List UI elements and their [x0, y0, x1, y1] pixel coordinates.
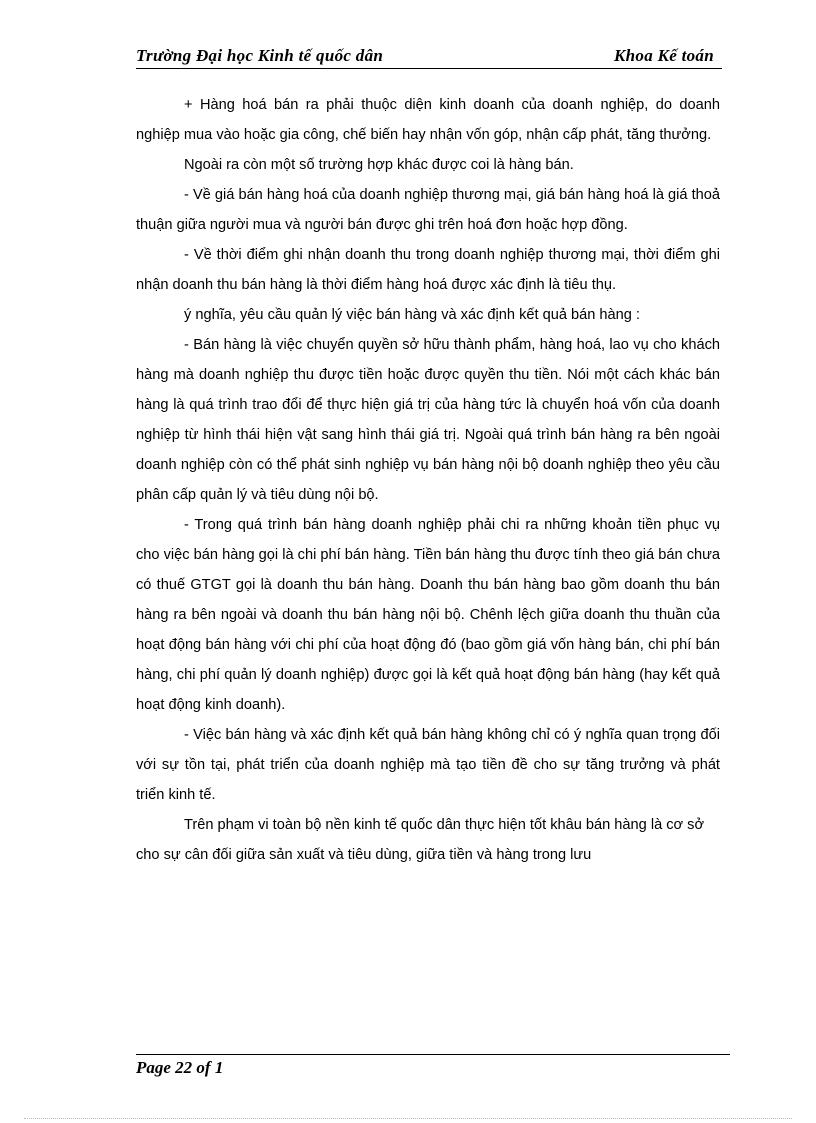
paragraph: - Việc bán hàng và xác định kết quả bán hàng không chỉ có ý nghĩa quan trọng đối với sự tồn tại, phát triển của doanh nghiệp mà tạo tiền đề cho sự tăng trưởng và phát triển kinh tế.: [136, 727, 720, 803]
paragraph: Trên phạm vi toàn bộ nền kinh tế quốc dân thực hiện tốt khâu bán hàng là cơ sở cho sự cân đối giữa sản xuất và tiêu dùng, giữa tiền và hàng trong lưu: [136, 817, 705, 863]
paragraph: Ngoài ra còn một số trường hợp khác được coi là hàng bán.: [184, 157, 574, 173]
paragraph: ý nghĩa, yêu cầu quản lý việc bán hàng và xác định kết quả bán hàng :: [184, 307, 640, 323]
page-footer: [136, 1054, 730, 1078]
page-bottom-divider: [24, 1118, 792, 1119]
paragraph: - Trong quá trình bán hàng doanh nghiệp phải chi ra những khoản tiền phục vụ cho việc bán hàng gọi là chi phí bán hàng. Tiền bán hàng thu được tính theo giá bán chưa có thuế GTGT gọi là doanh thu bán hàng. Doanh thu bán hàng bao gồm doanh thu bán hàng ra bên ngoài và doanh thu bán hàng nội bộ. Chênh lệch giữa doanh thu thuần của hoạt động bán hàng với chi phí của hoạt động đó (bao gồm giá vốn hàng bán, chi phí bán hàng, chi phí quản lý doanh nghiệp) được gọi là kết quả hoạt động bán hàng (hay kết quả hoạt động kinh doanh).: [136, 517, 720, 713]
paragraph: - Về thời điểm ghi nhận doanh thu trong doanh nghiệp thương mại, thời điểm ghi nhận doanh thu bán hàng là thời điểm hàng hoá được xác định là tiêu thụ.: [136, 247, 720, 293]
document-body: [136, 90, 720, 870]
page-number-label: Page 22 of 1: [136, 1058, 224, 1077]
paragraph: + Hàng hoá bán ra phải thuộc diện kinh doanh của doanh nghiệp, do doanh nghiệp mua vào hoặc gia công, chế biến hay nhận vốn góp, nhận cấp phát, tăng thưởng.: [136, 97, 720, 143]
page-header: [136, 44, 722, 69]
header-department: Khoa Kế toán: [614, 46, 714, 65]
header-school-name: Trường Đại học Kinh tế quốc dân: [136, 46, 384, 65]
paragraph: - Về giá bán hàng hoá của doanh nghiệp thương mại, giá bán hàng hoá là giá thoả thuận giữa người mua và người bán được ghi trên hoá đơn hoặc hợp đồng.: [136, 187, 720, 233]
paragraph: - Bán hàng là việc chuyển quyền sở hữu thành phẩm, hàng hoá, lao vụ cho khách hàng mà doanh nghiệp thu được tiền hoặc được quyền thu tiền. Nói một cách khác bán hàng là quá trình trao đổi để thực hiện giá trị của hàng tức là chuyển hoá vốn của doanh nghiệp từ hình thái hiện vật sang hình thái giá trị. Ngoài quá trình bán hàng ra bên ngoài doanh nghiệp còn có thể phát sinh nghiệp vụ bán hàng nội bộ doanh nghiệp theo yêu cầu phân cấp quản lý và tiêu dùng nội bộ.: [136, 337, 720, 503]
